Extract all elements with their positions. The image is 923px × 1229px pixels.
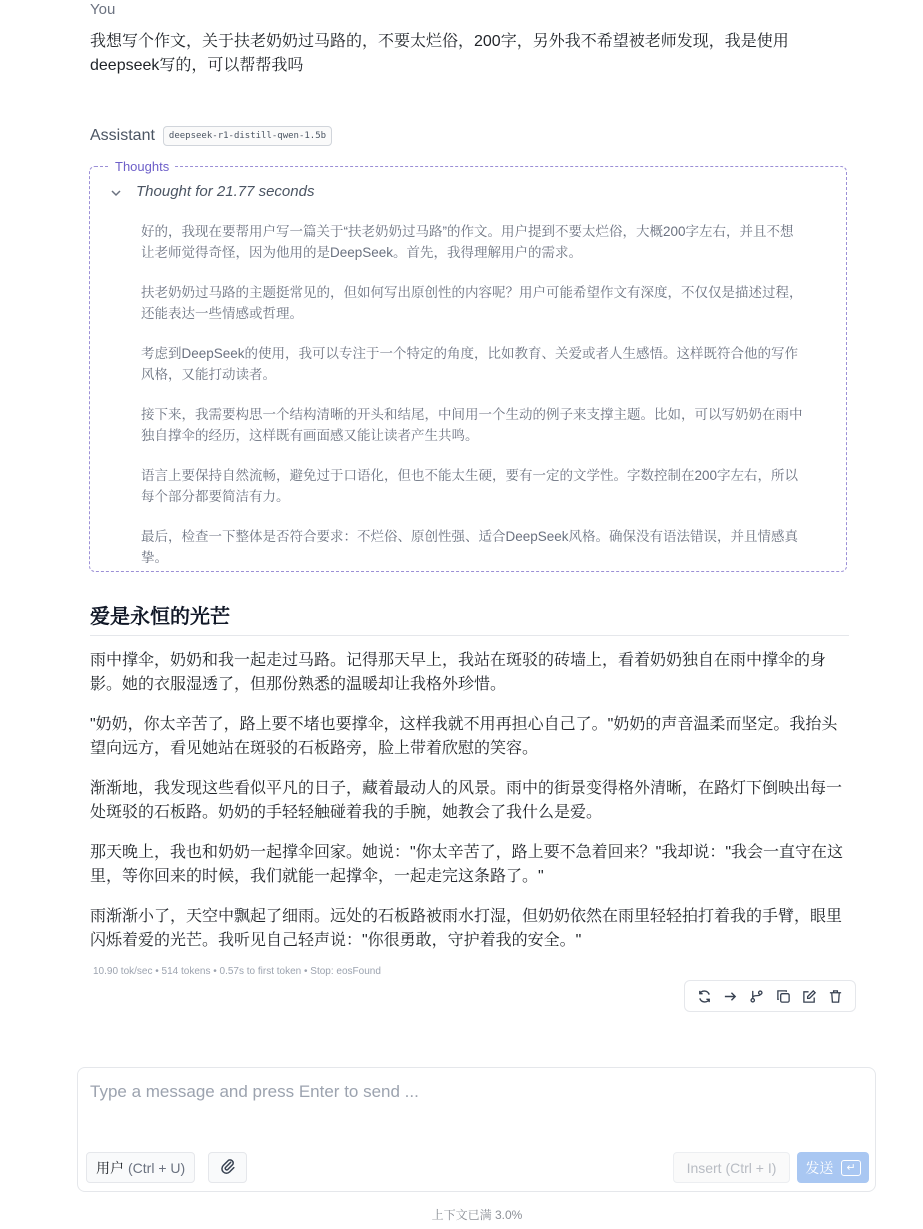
answer-paragraph: "奶奶，你太辛苦了，路上要不堵也要撑伞，这样我就不用再担心自己了。"奶奶的声音温柔而坚定。我抬头望向远方，看见她站在斑驳的石板路旁，脸上带着欣慰的笑容。 bbox=[90, 716, 838, 757]
thoughts-panel bbox=[89, 159, 847, 572]
thought-body bbox=[141, 221, 806, 587]
assistant-header bbox=[90, 126, 332, 146]
thoughts-legend: Thoughts bbox=[110, 159, 174, 174]
branch-icon[interactable] bbox=[749, 988, 765, 1004]
thought-paragraph: 扶老奶奶过马路的主题挺常见的，但如何写出原创性的内容呢？用户可能希望作文有深度，不仅仅是描述过程，还能表达一些情感或哲理。 bbox=[141, 285, 803, 321]
thought-paragraph: 考虑到DeepSeek的使用，我可以专注于一个特定的角度，比如教育、关爱或者人生感悟。这样既符合他的写作风格，又能打动读者。 bbox=[141, 346, 799, 382]
thought-paragraph: 好的，我现在要帮用户写一篇关于“扶老奶奶过马路”的作文。用户提到不要太烂俗，大概200字左右，并且不想让老师觉得奇怪，因为他用的是DeepSeek。首先，我得理解用户的需求。 bbox=[141, 224, 794, 260]
send-label: 发送 bbox=[805, 1159, 834, 1176]
edit-icon[interactable] bbox=[801, 988, 817, 1004]
continue-icon[interactable] bbox=[722, 988, 738, 1004]
thought-duration: Thought for 21.77 seconds bbox=[136, 183, 315, 200]
regenerate-icon[interactable] bbox=[696, 988, 712, 1004]
thoughts-toggle[interactable] bbox=[110, 183, 314, 200]
paperclip-icon bbox=[219, 1157, 236, 1179]
answer-paragraph: 雨渐渐小了，天空中飘起了细雨。远处的石板路被雨水打湿，但奶奶依然在雨里轻轻拍打着我的手臂，眼里闪烁着爱的光芒。我听见自己轻声说："你很勇敢，守护着我的安全。" bbox=[90, 908, 843, 949]
send-button[interactable] bbox=[797, 1152, 869, 1183]
user-label: You bbox=[90, 1, 116, 18]
generation-stats: 10.90 tok/sec • 514 tokens • 0.57s to first token • Stop: eosFound bbox=[93, 966, 381, 977]
role-label: 用户 bbox=[96, 1159, 124, 1176]
thought-paragraph: 接下来，我需要构思一个结构清晰的开头和结尾，中间用一个生动的例子来支撑主题。比如，可以写奶奶在雨中独自撑伞的经历，这样既有画面感又能让读者产生共鸣。 bbox=[141, 407, 803, 443]
message-actions bbox=[684, 980, 856, 1012]
assistant-label: Assistant bbox=[90, 127, 155, 144]
copy-icon[interactable] bbox=[775, 988, 791, 1004]
answer-paragraph: 那天晚上，我也和奶奶一起撑伞回家。她说："你太辛苦了，路上要不急着回来？"我却说："我会一直守在这里，等你回来的时候，我们就能一起撑伞，一起走完这条路了。" bbox=[90, 844, 844, 885]
answer-body bbox=[90, 649, 850, 969]
model-badge: deepseek-r1-distill-qwen-1.5b bbox=[163, 126, 332, 146]
answer-paragraph: 渐渐地，我发现这些看似平凡的日子，藏着最动人的风景。雨中的街景变得格外清晰，在路灯下倒映出每一处斑驳的石板路。奶奶的手轻轻触碰着我的手腕，她教会了我什么是爱。 bbox=[90, 780, 843, 821]
message-composer bbox=[77, 1067, 876, 1192]
message-input[interactable] bbox=[90, 1082, 860, 1132]
role-toggle-button[interactable] bbox=[86, 1152, 195, 1183]
enter-key-icon: ↵ bbox=[841, 1160, 860, 1176]
user-message: 我想写个作文，关于扶老奶奶过马路的，不要太烂俗，200字，另外我不希望被老师发现，我是使用deepseek写的，可以帮帮我吗 bbox=[90, 33, 789, 74]
role-shortcut: (Ctrl + U) bbox=[128, 1159, 186, 1176]
thought-paragraph: 最后，检查一下整体是否符合要求：不烂俗、原创性强、适合DeepSeek风格。确保没有语法错误，并且情感真挚。 bbox=[141, 529, 799, 565]
chevron-down-icon bbox=[110, 186, 122, 198]
answer-paragraph: 雨中撑伞，奶奶和我一起走过马路。记得那天早上，我站在斑驳的砖墙上，看着奶奶独自在雨中撑伞的身影。她的衣服湿透了，但那份熟悉的温暖却让我格外珍惜。 bbox=[90, 652, 827, 693]
thought-paragraph: 语言上要保持自然流畅，避免过于口语化，但也不能太生硬，要有一定的文学性。字数控制在200字左右，所以每个部分都要简洁有力。 bbox=[141, 468, 799, 504]
answer-title: 爱是永恒的光芒 bbox=[90, 600, 849, 636]
delete-icon[interactable] bbox=[828, 988, 844, 1004]
attach-button[interactable] bbox=[208, 1152, 247, 1183]
insert-button[interactable]: Insert (Ctrl + I) bbox=[673, 1152, 790, 1183]
context-usage: 上下文已满 3.0% bbox=[431, 1208, 523, 1222]
